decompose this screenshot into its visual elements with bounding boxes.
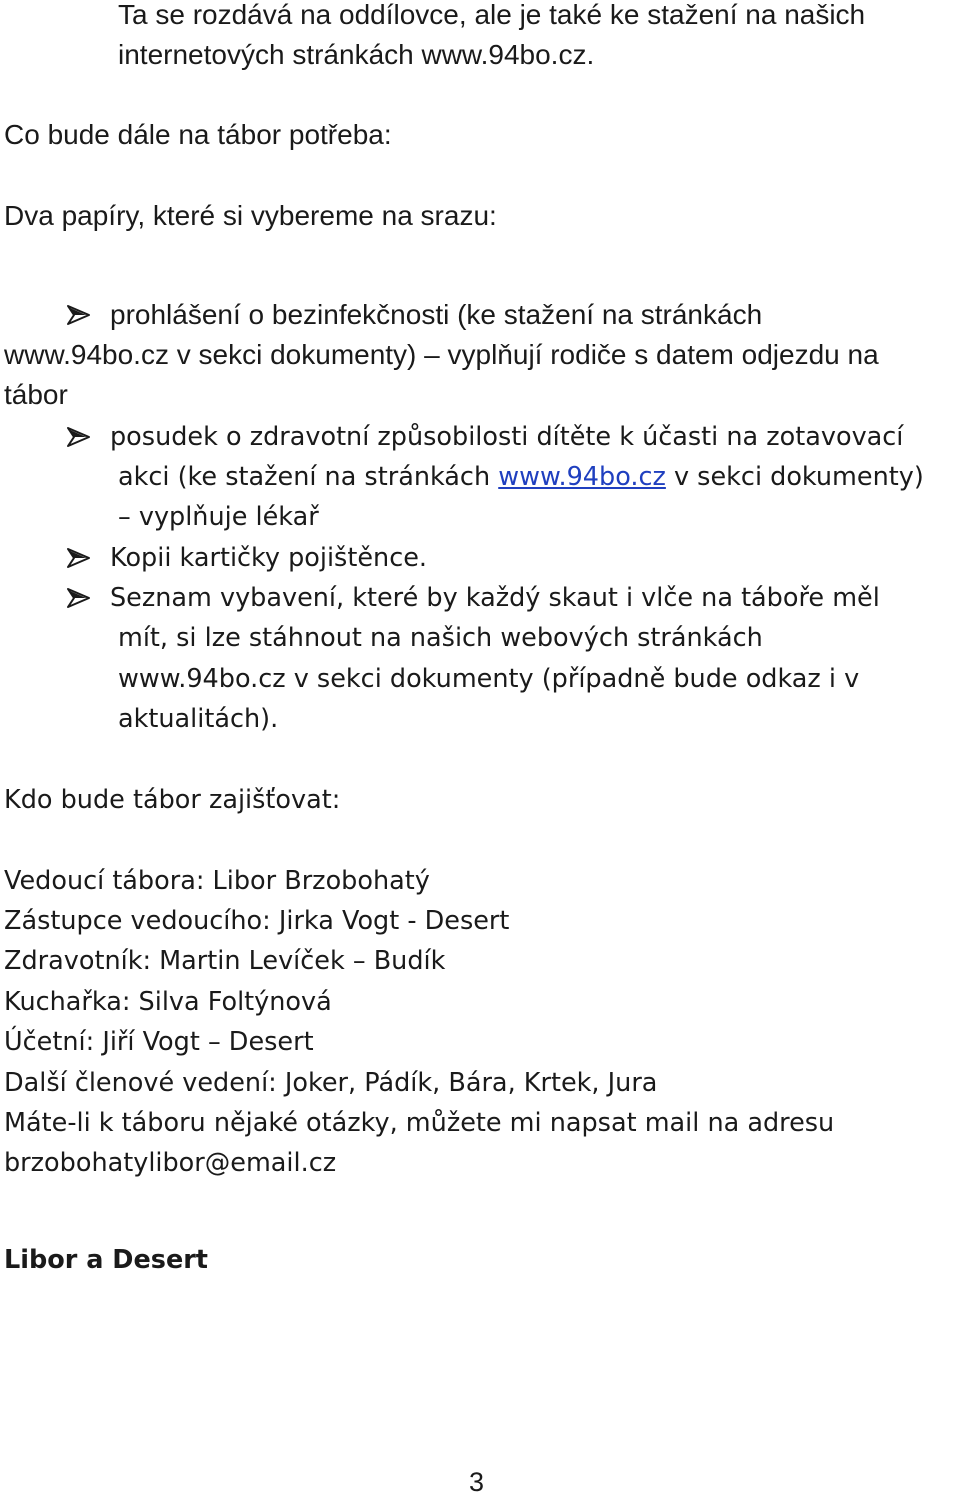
item4-line-2: mít, si lze stáhnout na našich webových stránkách <box>118 623 763 653</box>
intro-line-2: internetových stránkách www.94bo.cz. <box>118 39 595 70</box>
item4-line-4: aktualitách). <box>118 704 279 734</box>
arrow-bullet-icon <box>66 578 94 618</box>
contact-line: Máte-li k táboru nějaké otázky, můžete mi napsat mail na adresu <box>4 1108 835 1138</box>
intro-line-1: Ta se rozdává na oddílovce, ale je také ke stažení na našich <box>118 0 866 30</box>
item4-line-3: www.94bo.cz v sekci dokumenty (případně bude odkaz i v <box>118 664 860 694</box>
staff-line: Zástupce vedoucího: Jirka Vogt - Desert <box>4 906 510 936</box>
page-number: 3 <box>469 1467 485 1497</box>
staff-line: Vedoucí tábora: Libor Brzobohatý <box>4 866 430 896</box>
arrow-bullet-icon <box>66 538 94 578</box>
heading-staff: Kdo bude tábor zajišťovat: <box>4 785 341 815</box>
item1-line-1: prohlášení o bezinfekčnosti (ke stažení na stránkách <box>110 299 763 330</box>
item2-line-2-post: v sekci dokumenty) <box>665 462 924 492</box>
item2-line-2 <box>118 457 924 497</box>
item2-line-2-pre: akci (ke stažení na stránkách <box>118 462 499 492</box>
arrow-bullet-icon <box>66 417 94 457</box>
signature: Libor a Desert <box>4 1245 208 1275</box>
heading-needs: Co bude dále na tábor potřeba: <box>4 119 392 150</box>
staff-line: Kuchařka: Silva Foltýnová <box>4 987 332 1017</box>
staff-line: Zdravotník: Martin Levíček – Budík <box>4 946 446 976</box>
website-link[interactable]: www.94bo.cz <box>498 462 666 492</box>
heading-papers: Dva papíry, které si vybereme na srazu: <box>4 200 497 231</box>
staff-line: Účetní: Jiří Vogt – Desert <box>4 1027 314 1057</box>
arrow-bullet-icon <box>66 295 94 335</box>
email-address: brzobohatylibor@email.cz <box>4 1148 337 1178</box>
item1-line-3: tábor <box>4 379 68 410</box>
item2-line-3: – vyplňuje lékař <box>118 502 319 532</box>
item3-line-1: Kopii kartičky pojištěnce. <box>110 543 428 573</box>
staff-line: Další členové vedení: Joker, Pádík, Bára, Krtek, Jura <box>4 1068 658 1098</box>
item4-line-1: Seznam vybavení, které by každý skaut i vlče na táboře měl <box>110 583 880 613</box>
item1-line-2: www.94bo.cz v sekci dokumenty) – vyplňují rodiče s datem odjezdu na <box>4 339 879 370</box>
item2-line-1: posudek o zdravotní způsobilosti dítěte k účasti na zotavovací <box>110 422 904 452</box>
